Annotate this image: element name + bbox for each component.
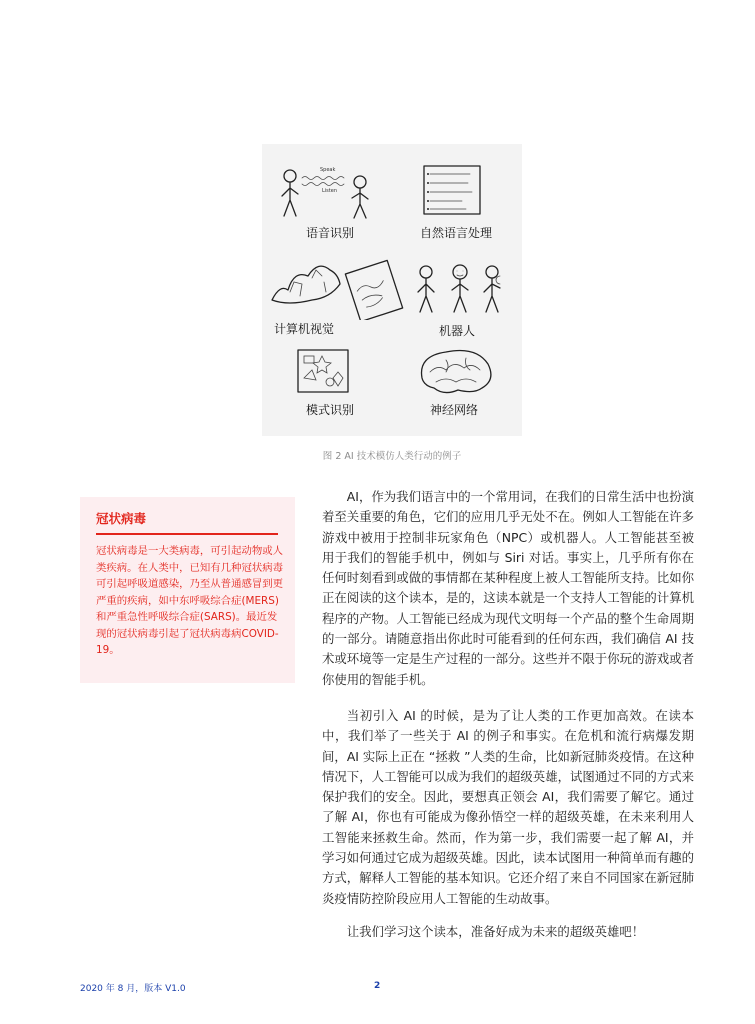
nlp-label: 自然语言处理	[420, 226, 493, 240]
nlp-illustration	[422, 164, 484, 218]
computer-vision-illustration	[268, 252, 408, 320]
robot-label: 机器人	[439, 324, 476, 338]
neural-network-label: 神经网络	[430, 403, 479, 417]
sidebar-body: 冠状病毒是一大类病毒，可引起动物或人类疾病。在人类中，已知有几种冠状病毒可引起呼吸道感染，乃至从普通感冒到更严重的疾病，如中东呼吸综合症(MERS)和严重急性呼吸综合症(SARS)。最近发现的冠状病毒引起了冠状病毒病COVID-19。	[96, 545, 284, 656]
sidebar-title: 冠状病毒	[96, 511, 147, 526]
footer-version: 2020 年 8 月，版本 V1.0	[80, 984, 186, 994]
body-paragraph-2: 当初引入 AI 的时候，是为了让人类的工作更加高效。在读本中，我们举了一些关于 AI 的例子和事实。在危机和流行病爆发期间，AI 实际上正在 “拯救 ”人类的生命，比如新冠肺炎疫情。在这种情况下，人工智能可以成为我们的超级英雄，试图通过不同的方式来保护我们的安全。因此，要想真正领会 AI，我们需要了解它。通过了解 AI，你也有可能成为像孙悟空一样的超级英雄，在未来利用人工智能来拯救生命。然而，作为第一步，我们需要一起了解 AI，并学习如何通过它成为超级英雄。因此，读本试图用一种简单而有趣的方式，解释人工智能的基本知识。它还介绍了来自不同国家在新冠肺炎疫情防控阶段应用人工智能的生动故事。	[322, 708, 694, 906]
page-number: 2	[374, 981, 381, 991]
coronavirus-sidebar	[80, 497, 295, 683]
pattern-recognition-illustration	[296, 348, 352, 396]
speech-recognition-illustration	[276, 162, 376, 224]
speak-text: Speak	[320, 167, 336, 173]
robot-illustration	[412, 262, 508, 318]
body-paragraph-1: AI，作为我们语言中的一个常用词，在我们的日常生活中也扮演着至关重要的角色，它们的应用几乎无处不在。例如人工智能在许多游戏中被用于控制非玩家角色（NPC）或机器人。人工智能甚至被用于我们的智能手机中，例如与 Siri 对话。事实上，几乎所有你在任何时刻看到或做的事情都在某种程度上被人工智能所支持。比如你正在阅读的这个读本，是的，这读本就是一个支持人工智能的计算机程序的产物。人工智能已经成为现代文明每一个产品的整个生命周期的一部分。请随意指出你此时可能看到的任何东西，我们确信 AI 技术或环境等一定是生产过程的一部分。这些并不限于你玩的游戏或者你使用的智能手机。	[322, 489, 694, 687]
body-paragraph-3: 让我们学习这个读本，准备好成为未来的超级英雄吧！	[346, 924, 645, 939]
sidebar-divider	[96, 533, 278, 535]
pattern-recognition-label: 模式识别	[306, 403, 355, 417]
speech-recognition-label: 语音识别	[306, 226, 355, 240]
computer-vision-label: 计算机视觉	[274, 322, 335, 336]
neural-network-illustration	[416, 348, 496, 396]
ai-examples-figure	[262, 144, 522, 436]
listen-text: Listen	[322, 188, 337, 194]
figure-caption: 图 2 AI 技术模仿人类行动的例子	[322, 451, 462, 462]
